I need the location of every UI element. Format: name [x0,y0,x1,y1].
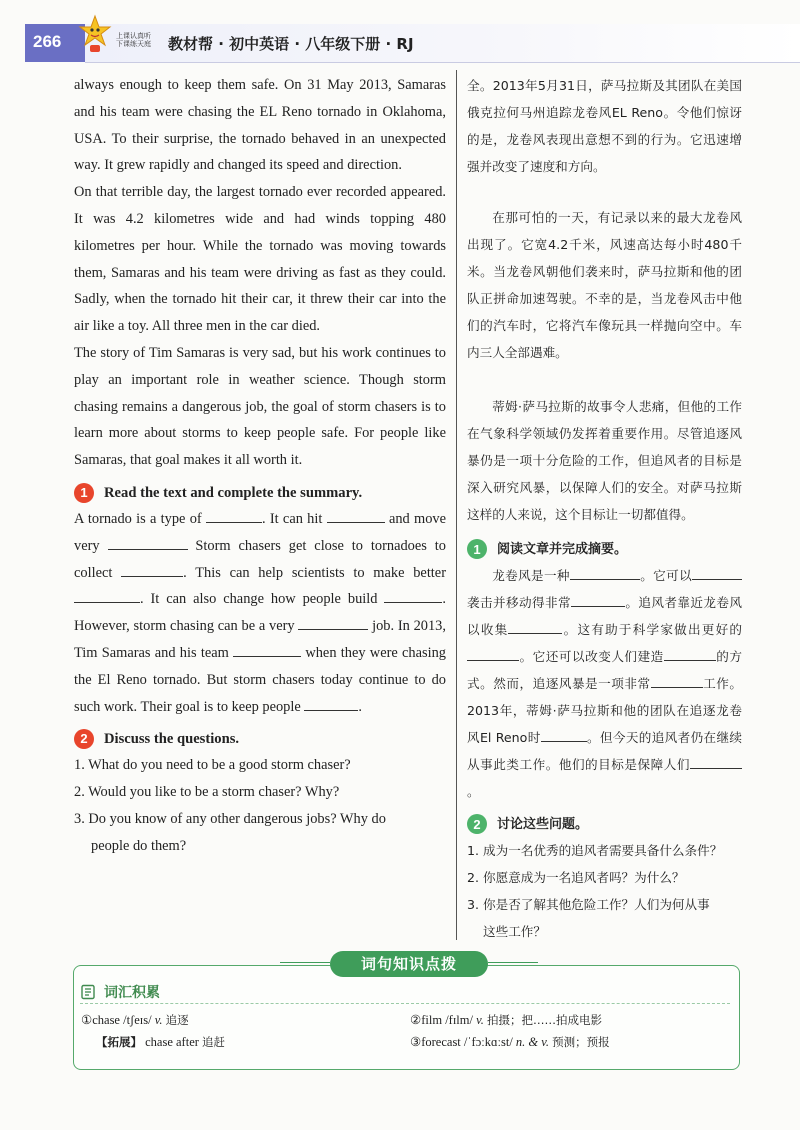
answer-blank[interactable] [206,508,262,523]
question-3-continued: people do them? [91,837,187,854]
summary-part: . [358,698,362,715]
answer-blank[interactable] [541,727,587,742]
chinese-question-3: 3. 你是否了解其他危险工作？人们为何从事 [467,897,710,912]
summary-part: . However, storm chasing can be a very [74,591,446,635]
task-title: 讨论这些问题。 [497,816,589,832]
part-of-speech: v. [154,1013,163,1027]
answer-blank[interactable] [508,619,562,634]
summary-text [74,506,446,720]
english-paragraph: The story of Tim Samaras is very sad, but his work continues to play an important role in weather science. Though storm chasing remains a dangerous job, the goal of storm chasers is to learn more about storms to keep people safe. For people like Samaras, that goal makes it all worth it. [74,344,446,469]
summary-part: 工作。2013年，蒂姆·萨马拉斯和他的团队在追逐龙卷风El Reno时 [467,676,743,745]
answer-blank[interactable] [233,642,301,657]
task-title: 阅读文章并完成摘要。 [497,541,628,557]
slogan-line-1: 上课认真听 [116,33,151,40]
vocab-word: forecast [421,1035,461,1049]
item-number: ① [81,1013,93,1027]
dashed-divider [80,1003,730,1004]
english-paragraph: On that terrible day, the largest tornado ever recorded appeared. It was 4.2 kilometres wide and had winds topping 480 kilometres per hour. While the tornado was moving towards them, Samaras and his team were driving as fast as they could. Sadly, when the tornado hit their car, it threw their car into the air like a toy. All three men in the car died. [74,184,446,335]
summary-part: 。这有助于科学家做出更好的 [562,622,742,637]
chinese-column [467,204,742,366]
page-header [0,0,800,62]
answer-blank[interactable] [108,535,188,550]
answer-blank[interactable] [690,754,742,769]
item-number: ② [410,1013,422,1027]
summary-part: and move very [74,510,446,554]
chinese-paragraph: 在那可怕的一天，有记录以来的最大龙卷风出现了。它宽4.2千米，风速高达每小时480千米。当龙卷风朝他们袭来时，萨马拉斯和他的团队正拼命加速驾驶。不幸的是，当龙卷风击中他们的汽车时，它将汽车像玩具一样抛向空中。车内三人全部遇难。 [467,210,742,360]
chinese-paragraph: 蒂姆·萨马拉斯的故事令人悲痛，但他的工作在气象科学领域仍发挥着重要作用。尽管追逐风暴仍是一项十分危险的工作，但追风者的目标是深入研究风暴，以保障人们的安全。对萨马拉斯这样的人来说，这个目标让一切都值得。 [467,399,742,522]
task-2-heading [74,726,446,752]
book-title: 教材帮 · 初中英语 · 八年级下册 · RJ [168,35,414,53]
chinese-column [467,393,742,528]
column-divider [456,70,457,940]
task-number-badge: 1 [74,483,94,503]
chinese-paragraph: 全。2013年5月31日，萨马拉斯及其团队在美国俄克拉何马州追踪龙卷风EL Reno。令他们惊讶的是，龙卷风表现出意想不到的行为。它迅速增强并改变了速度和方向。 [467,78,742,174]
title-rule [488,962,538,963]
chinese-tasks [467,530,742,945]
part-of-speech: v. [476,1013,484,1027]
vocab-item-film [410,1012,602,1028]
task-title: Read the text and complete the summary. [104,484,363,501]
summary-part: 。它可以 [639,568,693,583]
english-column [74,72,446,860]
summary-part: . It can also change how people build [140,591,378,608]
answer-blank[interactable] [74,588,140,603]
meaning: 追赶 [202,1035,226,1049]
task-1-heading [74,480,446,506]
extension-tag: 【拓展】 [96,1035,142,1049]
summary-part: . This can help scientists to make better [183,564,446,581]
vocab-item-chase [81,1012,189,1028]
meaning: 追逐 [165,1013,189,1027]
part-of-speech: n. & v. [515,1035,550,1049]
question-text: Do you know of any other dangerous jobs? Why do [88,810,386,827]
chinese-question-2: 2. 你愿意成为一名追风者吗？为什么？ [467,870,685,885]
summary-part: 。它还可以改变人们建造 [519,649,664,664]
vocab-word: film [421,1013,443,1027]
answer-blank[interactable] [651,673,703,688]
summary-part: 。追风者靠近龙卷风以收集 [467,595,742,637]
answer-blank[interactable] [570,565,640,580]
summary-part: 。 [467,784,480,799]
answer-blank[interactable] [692,565,742,580]
question-1: 1. What do you need to be a good storm chaser? [74,757,351,774]
summary-part: 袭击并移动得非常 [467,595,571,610]
notebook-icon [80,984,96,1000]
summary-part: . It can hit [261,510,323,527]
question-3 [74,806,446,833]
summary-part: Storm chasers get close to tornadoes to collect [74,537,446,581]
chinese-summary [467,562,742,805]
answer-blank[interactable] [571,592,625,607]
question-2: 2. Would you like to be a storm chaser? Why? [74,784,340,801]
phonetic: /ˈfɔːkɑːst/ [463,1035,513,1049]
task-title: Discuss the questions. [104,730,240,747]
answer-blank[interactable] [304,696,358,711]
answer-blank[interactable] [298,615,368,630]
chinese-task-1-heading [467,536,742,562]
meaning: 拍摄；把……拍成电影 [486,1013,602,1027]
vocabulary-heading [80,982,160,1002]
star-mascot-icon [78,14,112,54]
answer-blank[interactable] [121,562,183,577]
task-number-badge: 2 [74,729,94,749]
chinese-question-3-continued: 这些工作？ [483,924,546,939]
vocab-word: chase [92,1013,120,1027]
phonetic: /tʃeɪs/ [123,1013,152,1027]
slogan-line-2: 下课练天庭 [116,41,151,48]
page-number: 266 [33,32,62,51]
question-number: 3. [74,810,85,827]
answer-blank[interactable] [384,588,442,603]
summary-part: 的方式。然而，追逐风暴是一项非常 [467,649,743,691]
answer-blank[interactable] [327,508,385,523]
chinese-task-2-heading [467,811,742,837]
chinese-column [467,72,742,180]
phonetic: /fɪlm/ [445,1013,473,1027]
task-number-badge: 1 [467,539,487,559]
vocab-extension [96,1034,225,1050]
summary-part: job. In 2013, Tim Samaras and his team [74,618,446,661]
phrase: chase after [145,1035,199,1049]
slogan [116,33,151,49]
summary-part: 龙卷风是一种 [492,568,570,583]
task-number-badge: 2 [467,814,487,834]
answer-blank[interactable] [467,646,519,661]
vocab-item-forecast [410,1034,610,1050]
summary-part: A tornado is a type of [74,510,202,527]
knowledge-box-title: 词句知识点拨 [330,951,488,977]
item-number: ③ [410,1035,422,1049]
english-paragraph: always enough to keep them safe. On 31 May 2013, Samaras and his team were chasing the EL Reno tornado in Oklahoma, USA. To their surprise, the tornado behaved in an unexpected way. It grew rapidly and changed its speed and direction. [74,77,446,174]
summary-part: 。但今天的追风者仍在继续从事此类工作。他们的目标是保障人们 [467,730,742,772]
chinese-question-1: 1. 成为一名优秀的追风者需要具备什么条件？ [467,843,723,858]
summary-part: when they were chasing the El Reno tornado. But storm chasers today continue to do such work. Their goal is to keep people [74,644,446,715]
vocabulary-heading-text: 词汇积累 [104,985,160,1001]
answer-blank[interactable] [664,646,716,661]
title-rule [280,962,330,963]
meaning: 预测；预报 [552,1035,610,1049]
